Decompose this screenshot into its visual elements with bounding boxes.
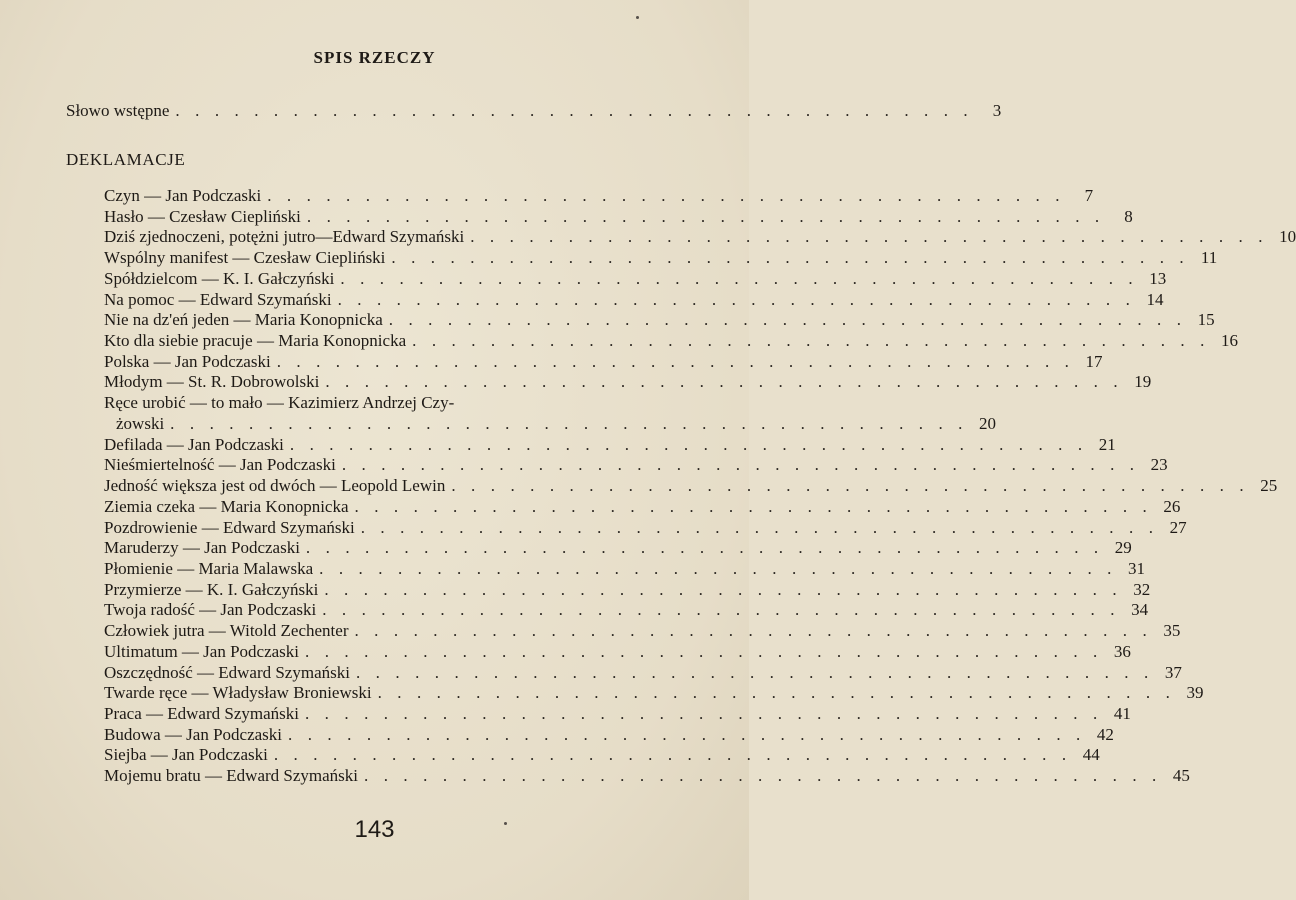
toc-entry-page: 44 — [1082, 745, 1100, 765]
toc-entry — [104, 248, 1218, 269]
toc-entry-title: Ręce urobić — to mało — Kazimierz Andrzej Czy- — [104, 393, 455, 413]
toc-entry-title: Przymierze — K. I. Gałczyński — [104, 579, 319, 599]
toc-entry-title: Płomienie — Maria Malawska — [104, 558, 314, 578]
toc-entry-page: 15 — [1197, 310, 1215, 330]
toc-entry-page: 36 — [1113, 641, 1131, 661]
toc-entry — [104, 289, 1164, 311]
toc-entry-page: 39 — [1186, 683, 1204, 703]
toc-entry-title: Pozdrowienie — Edward Szymański — [104, 517, 355, 537]
toc-entry — [104, 455, 1168, 476]
toc-entry — [104, 331, 1238, 352]
leader-dots: . . . . . . . . . . . . . . . . . . . . . . . . . . . . . . . . . . . . . . . . . — [360, 517, 1159, 537]
leader-dots: . . . . . . . . . . . . . . . . . . . . . . . . . . . . . . . . . . . . . . . . . — [304, 703, 1103, 723]
leader-dots: . . . . . . . . . . . . . . . . . . . . . . . . . . . . . . . . . . . . . . . . . — [276, 351, 1075, 371]
toc-entry — [104, 558, 1146, 580]
toc-entry-page: 45 — [1172, 766, 1190, 786]
leader-dots: . . . . . . . . . . . . . . . . . . . . . . . . . . . . . . . . . . . . . . . . . — [289, 434, 1088, 454]
leader-dots: . . . . . . . . . . . . . . . . . . . . . . . . . . . . . . . . . . . . . . . . . — [391, 248, 1190, 268]
toc-entry-page: 34 — [1131, 600, 1149, 620]
toc-entry-title: Czyn — Jan Podczaski — [104, 186, 262, 205]
toc-entry — [104, 496, 1181, 518]
page-number: 143 — [354, 816, 395, 843]
leader-dots: . . . . . . . . . . . . . . . . . . . . . . . . . . . . . . . . . . . . . . . . . — [319, 558, 1118, 578]
toc-entry — [104, 600, 1149, 621]
toc-entry-page: 8 — [1124, 206, 1133, 226]
toc-entry-page: 13 — [1149, 268, 1167, 288]
toc-entry — [104, 703, 1131, 725]
toc-entry — [104, 413, 997, 435]
leader-dots: . . . . . . . . . . . . . . . . . . . . . . . . . . . . . . . . . . . . . . . . . — [337, 289, 1136, 309]
leader-dots: . . . . . . . . . . . . . . . . . . . . . . . . . . . . . . . . . . . . . . . . . — [325, 372, 1124, 392]
leader-dots: . . . . . . . . . . . . . . . . . . . . . . . . . . . . . . . . . . . . . . . . . — [354, 496, 1153, 516]
toc-entry-title: Ziemia czeka — Maria Konopnicka — [104, 496, 349, 516]
toc-entry — [104, 476, 1278, 497]
toc-entry-title: Hasło — Czesław Ciepliński — [104, 206, 301, 226]
toc-entry-page: 29 — [1114, 538, 1132, 558]
toc-entry — [104, 351, 1103, 373]
toc-entry-title: Siejba — Jan Podczaski — [104, 745, 268, 765]
leader-dots: . . . . . . . . . . . . . . . . . . . . . . . . . . . . . . . . . . . . . . . . . — [377, 683, 1176, 703]
toc-entry-page: 32 — [1133, 579, 1151, 599]
toc-entry-page: 37 — [1164, 662, 1182, 682]
toc-entry-intro — [66, 101, 1002, 121]
toc-entry — [104, 310, 1215, 331]
toc-entry — [104, 579, 1151, 601]
toc-entry-page: 21 — [1098, 434, 1116, 454]
leader-dots: . . . . . . . . . . . . . . . . . . . . . . . . . . . . . . . . . . . . . . . . . — [354, 621, 1153, 641]
toc-entry — [104, 662, 1182, 684]
toc-entry-page: 23 — [1150, 455, 1168, 475]
toc-entry-title: Na pomoc — Edward Szymański — [104, 289, 332, 309]
toc-entry-title: Twarde ręce — Władysław Broniewski — [104, 683, 372, 703]
toc-entry-page: 10 — [1279, 227, 1296, 247]
leader-dots: . . . . . . . . . . . . . . . . . . . . . . . . . . . . . . . . . . . . . . . . . — [267, 186, 1066, 205]
toc-entry-title: Budowa — Jan Podczaski — [104, 724, 283, 744]
toc-entry — [104, 227, 1296, 248]
toc-entry-page: 7 — [1084, 186, 1094, 205]
toc-entry-title: Człowiek jutra — Witold Zechenter — [104, 621, 349, 641]
toc-entry-title: Twoja radość — Jan Podczaski — [104, 600, 317, 620]
toc-entry-title: Ultimatum — Jan Podczaski — [104, 641, 300, 661]
toc-entry — [104, 724, 1114, 746]
toc-entry-title: Słowo wstępne — [66, 101, 170, 120]
toc-entry — [104, 766, 1190, 787]
toc-entry — [104, 372, 1152, 393]
toc-entry-title: Mojemu bratu — Edward Szymański — [104, 766, 359, 786]
toc-entry-title: Maruderzy — Jan Podczaski — [104, 538, 300, 558]
toc-entry-page: 3 — [992, 101, 1002, 120]
toc-entry — [104, 186, 1094, 207]
toc-entry-title: Defilada — Jan Podczaski — [104, 434, 284, 454]
toc-entry-page: 14 — [1146, 289, 1164, 309]
leader-dots: . . . . . . . . . . . . . . . . . . . . . . . . . . . . . . . . . . . . . . . . . — [341, 455, 1140, 475]
toc-entry-title: Polska — Jan Podczaski — [104, 351, 271, 371]
paper-speck — [636, 16, 639, 19]
toc-entry-title: Nie na dz'eń jeden — Maria Konopnicka — [104, 310, 383, 330]
leader-dots: . . . . . . . . . . . . . . . . . . . . . . . . . . . . . . . . . . . . . . . . . — [273, 745, 1072, 765]
paper-speck — [504, 822, 507, 825]
leader-dots: . . . . . . . . . . . . . . . . . . . . . . . . . . . . . . . . . . . . . . . . . — [451, 476, 1250, 496]
toc-entry-page: 17 — [1085, 351, 1103, 371]
toc-entry — [104, 268, 1167, 290]
toc-entry-title: Praca — Edward Szymański — [104, 703, 299, 723]
leader-dots: . . . . . . . . . . . . . . . . . . . . . . . . . . . . . . . . . . . . . . . . . — [322, 600, 1121, 620]
toc-entry — [104, 517, 1187, 539]
leader-dots: . . . . . . . . . . . . . . . . . . . . . . . . . . . . . . . . . . . . . . . . . — [470, 227, 1269, 247]
toc-entry-title: Kto dla siebie pracuje — Maria Konopnicka — [104, 331, 407, 351]
toc-entry-page: 35 — [1163, 621, 1181, 641]
toc-entry-page: 16 — [1220, 331, 1238, 351]
toc-entry-page: 20 — [979, 413, 997, 433]
toc-entry-page: 25 — [1260, 476, 1278, 496]
leader-dots: . . . . . . . . . . . . . . . . . . . . . . . . . . . . . . . . . . . . . . . . . — [364, 766, 1162, 786]
toc-entry — [104, 641, 1131, 663]
toc-entry — [104, 434, 1116, 456]
leader-dots: . . . . . . . . . . . . . . . . . . . . . . . . . . . . . . . . . . . . . . . . . — [324, 579, 1123, 599]
toc-entry-page: 26 — [1163, 496, 1181, 516]
toc-entry-title: Jedność większa jest od dwóch — Leopold Lewin — [104, 476, 446, 496]
toc-entry-page: 41 — [1113, 703, 1131, 723]
leader-dots: . . . . . . . . . . . . . . . . . . . . . . . . . . . . . . . . . . . . . . . . . — [355, 662, 1154, 682]
leader-dots: . . . . . . . . . . . . . . . . . . . . . . . . . . . . . . . . . . . . . . . . . — [412, 331, 1210, 351]
toc-entry-page: 27 — [1169, 517, 1187, 537]
section-heading: DEKLAMACJE — [66, 150, 186, 169]
toc-list — [104, 186, 1296, 787]
leader-dots: . . . . . . . . . . . . . . . . . . . . . . . . . . . . . . . . . . . . . . . . . — [340, 268, 1139, 288]
leader-dots: . . . . . . . . . . . . . . . . . . . . . . . . . . . . . . . . . . . . . . . . . — [306, 206, 1105, 226]
toc-entry-title: Spółdzielcom — K. I. Gałczyński — [104, 268, 335, 288]
toc-entry-title-continuation: żowski — [116, 413, 165, 433]
leader-dots: . . . . . . . . . . . . . . . . . . . . . . . . . . . . . . . . . . . . . . . . . — [170, 413, 969, 433]
leader-dots: . . . . . . . . . . . . . . . . . . . . . . . . . . . . . . . . . . . . . . . . . — [288, 724, 1086, 744]
toc-entry-title: Nieśmiertelność — Jan Podczaski — [104, 455, 336, 475]
toc-entry — [104, 621, 1181, 642]
toc-entry-page: 31 — [1128, 558, 1146, 578]
toc-entry — [104, 745, 1100, 766]
toc-entry-title: Oszczędność — Edward Szymański — [104, 662, 350, 682]
leader-dots: . . . . . . . . . . . . . . . . . . . . . . . . . . . . . . . . . . . . . . . . . — [388, 310, 1187, 330]
page-title: SPIS RZECZY — [313, 48, 436, 67]
toc-entry — [104, 683, 1204, 704]
toc-entry-page: 11 — [1200, 248, 1218, 268]
leader-dots: . . . . . . . . . . . . . . . . . . . . . . . . . . . . . . . . . . . . . . . . . — [175, 101, 974, 120]
leader-dots: . . . . . . . . . . . . . . . . . . . . . . . . . . . . . . . . . . . . . . . . . — [305, 641, 1103, 661]
toc-entry-title: Wspólny manifest — Czesław Ciepliński — [104, 248, 386, 268]
toc-entry-page: 19 — [1134, 372, 1152, 392]
toc-entry — [104, 538, 1132, 559]
leader-dots: . . . . . . . . . . . . . . . . . . . . . . . . . . . . . . . . . . . . . . . . . — [305, 538, 1104, 558]
toc-entry-title: Dziś zjednoczeni, potężni jutro—Edward Szymański — [104, 227, 465, 247]
toc-entry-page: 42 — [1096, 724, 1114, 744]
toc-entry-title: Młodym — St. R. Dobrowolski — [104, 372, 320, 392]
toc-entry — [104, 206, 1133, 228]
